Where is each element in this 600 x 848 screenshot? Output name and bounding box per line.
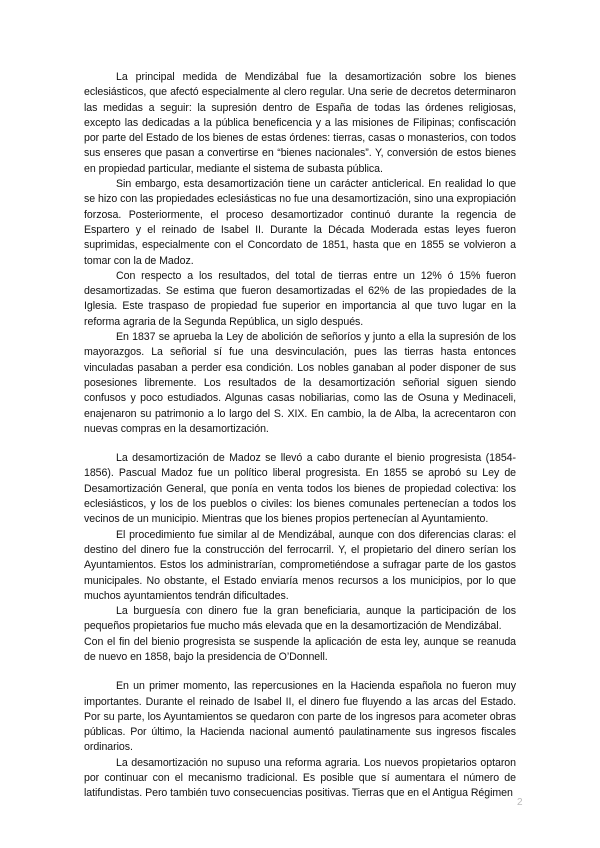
paragraph: La desamortización no supuso una reforma agraria. Los nuevos propietarios optaron por continuar con el mecanismo tradicional. Es posible que sí aumentara el número de latifundistas. Pero también tuvo consecuencias positivas. Tierras que en el Antigua Régimen: [84, 756, 516, 800]
document-body: [84, 70, 516, 802]
paragraph: La principal medida de Mendizábal fue la desamortización sobre los bienes eclesiásticos, que afectó especialmente al clero regular. Una serie de decretos determinaron las medidas a seguir: la supresión dentro de España de todas las órdenes religiosas, excepto las dedicadas a la pública beneficencia y a las misiones de Filipinas; confiscación por parte del Estado de los bienes de estas órdenes: tierras, casas o monasterios, con todos sus enseres que pasan a convertirse en “bienes nacionales”. Y, conversión de estos bienes en propiedad particular, mediante el sistema de subasta pública.: [84, 71, 516, 175]
paragraph: Con respecto a los resultados, del total de tierras entre un 12% ó 15% fueron desamortizadas. Se estima que fueron desamortizadas el 62% de las propiedades de la Iglesia. Este traspaso de propiedad fue superior en importancia al que tuvo lugar en la reforma agraria de la Segunda República, un siglo después.: [84, 269, 516, 328]
paragraph: En 1837 se aprueba la Ley de abolición de señoríos y junto a ella la supresión de los mayorazgos. La señorial sí fue una desvinculación, pues las tierras hasta entonces vinculadas pasaban a perder esa condición. Los nobles ganaban al poder disponer de sus posesiones libremente. Los resultados de la desamortización señorial siguen siendo confusos y poco estudiados. Algunas casas nobiliarias, como las de Osuna y Medinaceli, enajenaron su patrimonio a lo largo del S. XIX. En cambio, la de Alba, la acrecentaron con nuevas compras en la desamortización.: [84, 331, 516, 435]
paragraph: Con el fin del bienio progresista se suspende la aplicación de esta ley, aunque se reanuda de nuevo en 1858, bajo la presidencia de O’Donnell.: [84, 635, 516, 663]
paragraph: Sin embargo, esta desamortización tiene un carácter anticlerical. En realidad lo que se hizo con las propiedades eclesiásticas no fue una desamortización, sino una expropiación forzosa. Posteriormente, el proceso desamortizador continuó durante la regencia de Espartero y el reinado de Isabel II. Durante la Década Moderada estas leyes fueron suprimidas, especialmente con el Concordato de 1851, hasta que en 1855 se volvieron a tomar con la de Madoz.: [84, 178, 516, 267]
paragraph: El procedimiento fue similar al de Mendizábal, aunque con dos diferencias claras: el destino del dinero fue la construcción del ferrocarril. Y, el propietario del dinero serían los Ayuntamientos. Estos los administrarían, comprometiéndose a sufragar parte de los gastos municipales. No obstante, el Estado enviaría menos recursos a los municipios, por lo que muchos ayuntamientos tendrán dificultades.: [84, 528, 516, 602]
section-consequences: [84, 679, 516, 801]
section-mendizabal: [84, 70, 516, 437]
section-madoz: [84, 451, 516, 665]
paragraph: La desamortización de Madoz se llevó a cabo durante el bienio progresista (1854-1856). Pascual Madoz fue un político liberal progresista. En 1855 se aprobó su Ley de Desamortización General, que ponía en venta todos los bienes de propiedad colectiva: los eclesiásticos, y los de los pueblos o civiles: los bienes comunales pertenecían a todos los vecinos de un municipio. Mientras que los bienes propios pertenecían al Ayuntamiento.: [84, 452, 516, 526]
page-number: 2: [517, 797, 523, 808]
paragraph: En un primer momento, las repercusiones en la Hacienda española no fueron muy importantes. Durante el reinado de Isabel II, el dinero fue fluyendo a las arcas del Estado. Por su parte, los Ayuntamientos se quedaron con parte de los ingresos para acometer obras públicas. Por último, la Hacienda nacional aumentó paulatinamente sus ingresos fiscales ordinarios.: [84, 680, 516, 754]
paragraph: La burguesía con dinero fue la gran beneficiaria, aunque la participación de los pequeños propietarios fue mucho más elevada que en la desamortización de Mendizábal.: [84, 605, 516, 633]
